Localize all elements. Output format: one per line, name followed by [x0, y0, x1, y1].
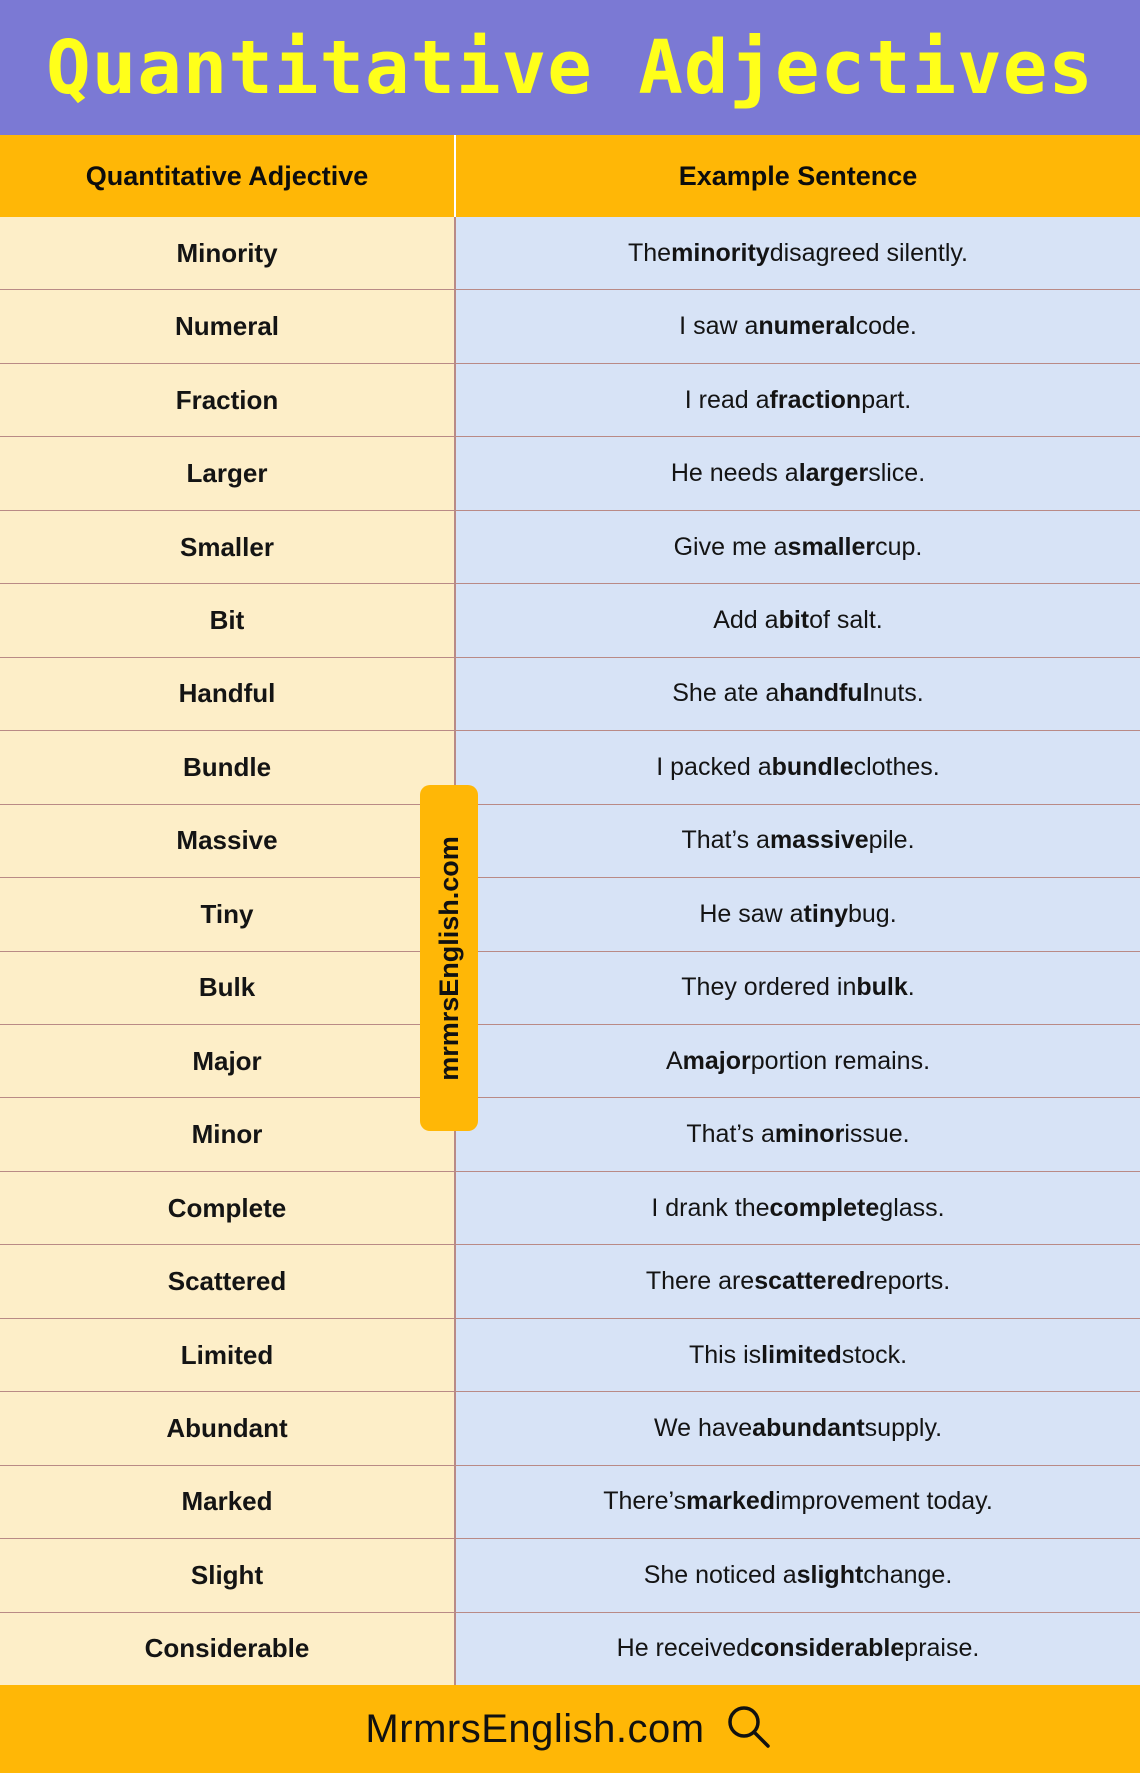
example-cell [456, 731, 1140, 803]
adjective-cell: Fraction [0, 364, 456, 436]
table-row [0, 1098, 1140, 1171]
table-body [0, 217, 1140, 1685]
example-cell [456, 364, 1140, 436]
example-keyword: minority [671, 238, 770, 267]
example-keyword: bit [778, 605, 810, 634]
example-cell [456, 1613, 1140, 1685]
adjective-cell: Smaller [0, 511, 456, 583]
example-keyword: limited [761, 1340, 842, 1369]
example-suffix: disagreed silently. [769, 238, 968, 267]
adjective-cell: Marked [0, 1466, 456, 1538]
example-suffix: code. [855, 312, 917, 341]
example-prefix: He received [616, 1634, 751, 1663]
example-keyword: marked [686, 1487, 776, 1516]
example-cell [456, 878, 1140, 950]
table-row [0, 1466, 1140, 1539]
example-suffix: bug. [848, 899, 897, 928]
example-keyword: scattered [754, 1267, 866, 1296]
example-prefix: There’s [603, 1487, 687, 1516]
example-prefix: We have [653, 1413, 753, 1442]
example-prefix: I drank the [651, 1193, 770, 1222]
adjective-cell: Minority [0, 217, 456, 289]
example-prefix: This is [688, 1340, 762, 1369]
example-suffix: . [907, 973, 915, 1002]
adjective-cell: Bulk [0, 952, 456, 1024]
table-row [0, 1245, 1140, 1318]
table-row [0, 658, 1140, 731]
table-row [0, 511, 1140, 584]
example-prefix: There are [645, 1267, 755, 1296]
example-keyword: smaller [787, 532, 876, 561]
example-cell [456, 1539, 1140, 1611]
example-cell [456, 952, 1140, 1024]
example-suffix: issue. [844, 1120, 910, 1149]
table-row [0, 217, 1140, 290]
table-row [0, 1392, 1140, 1465]
table-row [0, 1613, 1140, 1685]
adjective-cell: Complete [0, 1172, 456, 1244]
example-prefix: The [628, 238, 672, 267]
table-row [0, 805, 1140, 878]
column-header-example: Example Sentence [678, 160, 918, 191]
example-suffix: clothes. [853, 752, 940, 781]
example-keyword: handful [779, 679, 870, 708]
adjective-cell: Bundle [0, 731, 456, 803]
footer-bar [0, 1685, 1140, 1773]
example-cell [456, 658, 1140, 730]
table-row [0, 364, 1140, 437]
example-cell [456, 1392, 1140, 1464]
example-cell [456, 1098, 1140, 1170]
example-cell [456, 217, 1140, 289]
watermark-tab [420, 785, 478, 1131]
adjective-cell: Minor [0, 1098, 456, 1170]
table-header-row [0, 135, 1140, 217]
title-banner [0, 0, 1140, 135]
example-suffix: change. [863, 1560, 953, 1589]
example-keyword: minor [774, 1120, 845, 1149]
example-keyword: bundle [771, 752, 854, 781]
example-prefix: I saw a [679, 312, 759, 341]
adjective-cell: Numeral [0, 290, 456, 362]
column-header-adjective: Quantitative Adjective [0, 135, 456, 217]
adjective-cell: Slight [0, 1539, 456, 1611]
example-suffix: portion remains. [750, 1046, 931, 1075]
table-row [0, 1172, 1140, 1245]
example-keyword: massive [769, 826, 869, 855]
example-prefix: That’s a [686, 1120, 775, 1149]
example-keyword: larger [798, 459, 869, 488]
example-suffix: supply. [864, 1413, 943, 1442]
adjective-cell: Tiny [0, 878, 456, 950]
example-cell [456, 805, 1140, 877]
example-suffix: of salt. [809, 605, 883, 634]
example-cell [456, 1172, 1140, 1244]
table-row [0, 1025, 1140, 1098]
table-row [0, 290, 1140, 363]
adjective-cell: Considerable [0, 1613, 456, 1685]
adjective-cell: Abundant [0, 1392, 456, 1464]
table-row [0, 731, 1140, 804]
adjective-cell: Larger [0, 437, 456, 509]
table-row [0, 584, 1140, 657]
adjective-cell: Major [0, 1025, 456, 1097]
example-cell [456, 1025, 1140, 1097]
footer-site-name: MrmrsEnglish.com [365, 1706, 705, 1751]
example-keyword: slight [796, 1560, 864, 1589]
example-prefix: I read a [684, 385, 770, 414]
example-cell [456, 511, 1140, 583]
example-cell [456, 290, 1140, 362]
example-suffix: improvement today. [775, 1487, 993, 1516]
example-suffix: cup. [875, 532, 923, 561]
example-cell [456, 437, 1140, 509]
example-suffix: pile. [868, 826, 915, 855]
example-prefix: She ate a [672, 679, 780, 708]
table-row [0, 878, 1140, 951]
table-row [0, 1539, 1140, 1612]
example-suffix: reports. [865, 1267, 951, 1296]
adjective-cell: Massive [0, 805, 456, 877]
page-title: Quantitative Adjectives [46, 24, 1094, 111]
example-prefix: A [665, 1046, 683, 1075]
example-prefix: I packed a [656, 752, 772, 781]
table-row [0, 1319, 1140, 1392]
example-suffix: praise. [904, 1634, 980, 1663]
example-keyword: tiny [803, 899, 848, 928]
search-icon [721, 1700, 775, 1759]
example-keyword: numeral [758, 312, 856, 341]
example-suffix: slice. [868, 459, 926, 488]
adjective-cell: Bit [0, 584, 456, 656]
adjectives-table [0, 135, 1140, 1685]
watermark-tab-label: mrmrsEnglish.com [433, 835, 464, 1081]
example-cell [456, 584, 1140, 656]
example-keyword: complete [769, 1193, 880, 1222]
example-suffix: nuts. [869, 679, 924, 708]
example-cell [456, 1245, 1140, 1317]
example-keyword: abundant [752, 1413, 865, 1442]
example-prefix: Give me a [673, 532, 788, 561]
example-prefix: Add a [713, 605, 779, 634]
example-prefix: He needs a [670, 459, 799, 488]
example-cell [456, 1466, 1140, 1538]
example-keyword: bulk [856, 973, 908, 1002]
example-prefix: He saw a [699, 899, 804, 928]
table-row [0, 952, 1140, 1025]
table-row [0, 437, 1140, 510]
example-cell [456, 1319, 1140, 1391]
example-suffix: stock. [841, 1340, 908, 1369]
example-keyword: major [682, 1046, 751, 1075]
example-keyword: fraction [769, 385, 862, 414]
example-prefix: That’s a [681, 826, 770, 855]
adjective-cell: Handful [0, 658, 456, 730]
example-suffix: glass. [879, 1193, 945, 1222]
example-keyword: considerable [750, 1634, 905, 1663]
example-prefix: She noticed a [643, 1560, 797, 1589]
adjective-cell: Scattered [0, 1245, 456, 1317]
example-prefix: They ordered in [681, 973, 857, 1002]
adjective-cell: Limited [0, 1319, 456, 1391]
example-suffix: part. [861, 385, 912, 414]
